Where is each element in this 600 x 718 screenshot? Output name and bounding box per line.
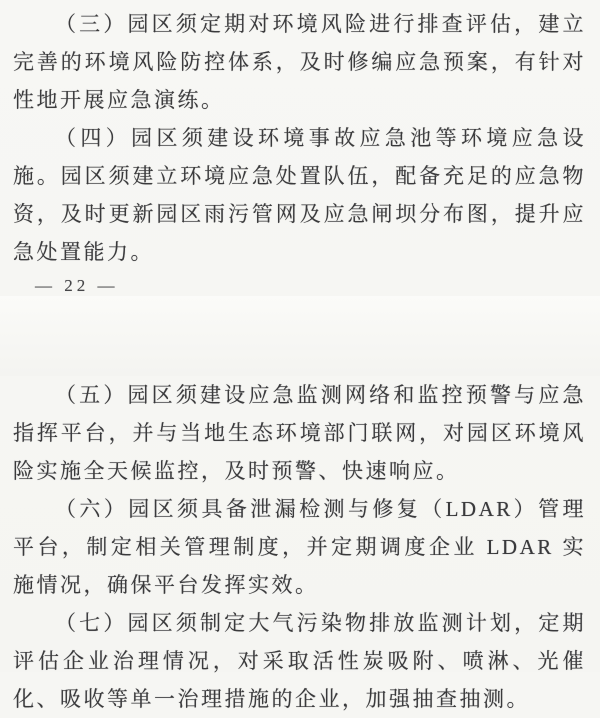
paragraph-item-6: （六）园区须具备泄漏检测与修复（LDAR）管理平台，制定相关管理制度，并定期调度企业 LDAR 实施情况，确保平台发挥实效。 — [13, 497, 586, 597]
page-22-bottom-fragment — [0, 0, 600, 296]
page-break-gap — [0, 296, 600, 376]
paragraph-item-3: （三）园区须定期对环境风险进行排查评估，建立完善的环境风险防控体系，及时修编应急预案，有针对性地开展应急演练。 — [13, 12, 586, 112]
page-number: — 22 — — [35, 276, 119, 295]
paragraph-item-5: （五）园区须建设应急监测网络和监控预警与应急指挥平台，并与当地生态环境部门联网，对园区环境风险实施全天候监控，及时预警、快速响应。 — [13, 383, 586, 483]
paragraph-item-4: （四）园区须建设环境事故应急池等环境应急设施。园区须建立环境应急处置队伍，配备充足的应急物资，及时更新园区雨污管网及应急闸坝分布图，提升应急处置能力。 — [13, 126, 586, 264]
page-23-top-fragment — [0, 376, 600, 718]
paragraph-item-7: （七）园区须制定大气污染物排放监测计划，定期评估企业治理情况，对采取活性炭吸附、喷淋、光催化、吸收等单一治理措施的企业，加强抽查抽测。 — [13, 611, 586, 711]
